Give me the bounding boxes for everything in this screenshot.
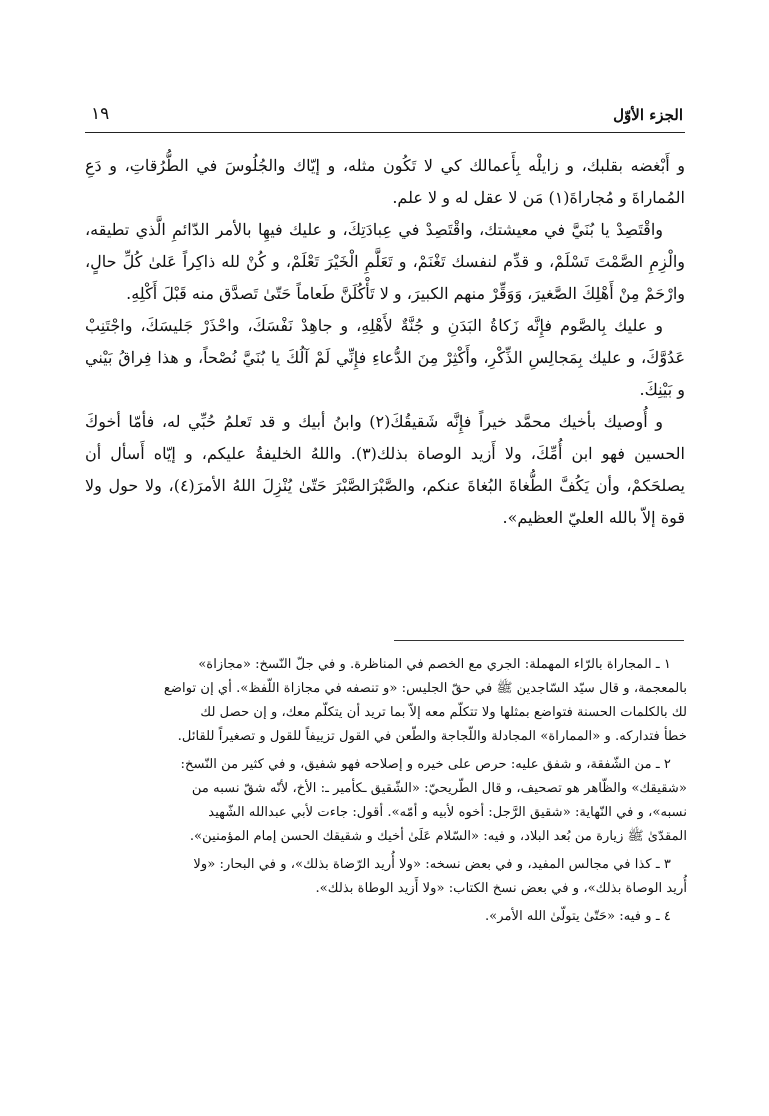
- paragraph: و أَبْغضه بقلبك، و زايلْه بِأَعمالك كي لا تَكُون مثله، و إيّاك والجُلُوسَ في الطُّرُقاتِ، و دَعِ المُماراةَ و مُجاراةَ(١) مَن لا عقل له و لا علم.: [85, 156, 685, 207]
- footnote-line: خطأ فتداركه. و «المماراة» المجادلة واللّجاجة والطّعن في القول تزييفاً للقول و تصغيراً للقائل.: [177, 729, 687, 744]
- page-header: [85, 92, 685, 133]
- footnote-line: ٢ ـ من الشّفقة، و شفق عليه: حرص على خيره و إصلاحه فهو شفيق، و في كثير من النّسخ:: [180, 757, 671, 772]
- paragraph: و أُوصيك بأخيك محمَّد خيراً فإِنَّه شَقيقُكَ(٢) وابنُ أبيك و قد تَعلمُ حُبِّي له، فأمّا أخوكَ الحسين فهو ابن أُمِّكَ، ولا أَزيد الوصاة بذلك(٣). واللهُ الخليفةُ عليكم، و إيّاه أَسأل أن يصلحَكمْ، وأن يَكُفَّ الطُّغاةَ البُغاةَ عنكم، والصَّبْرَالصَّبْرَ حَتّىٰ يُنْزِلَ اللهُ الأمرَ(٤)، ولا حول ولا قوة إلاّ بالله العليّ العظيم».: [85, 412, 686, 527]
- footnote-line: نسبه»، و في النّهاية: «شقيق الرَّجل: أخوه لأبيه و أمّه». أقول: جاءت لأبي عبدالله الشّهيد: [208, 805, 687, 820]
- footnote-line: ٤ ـ و فيه: «حَتّىٰ يتولّىٰ الله الأمر».: [484, 909, 671, 924]
- footnote-line: ٣ ـ كذا في مجالس المفيد، و في بعض نسخه: «ولا أُريد الرّضاة بذلك»، و في البحار: «ولا: [193, 857, 671, 872]
- footnote-line: ١ ـ المجاراة بالرّاء المهملة: الجري مع الخصم في المناظرة. و في جلّ النّسخ: «مجازاة»: [198, 657, 671, 672]
- footnote: [85, 853, 687, 901]
- footnote: [85, 753, 687, 849]
- footnote-line: «شقيقك» والظّاهر هو تصحيف، و قال الطّريحيّ: «الشّقيق ـكأمير ـ: الأخ، لأنّه شقّ نسبه من: [191, 781, 687, 796]
- running-title: الجزء الأوّل: [613, 106, 683, 124]
- page-number: ١٩: [91, 104, 110, 124]
- footnote-line: أُريد الوصاة بذلك»، و في بعض نسخ الكتاب: «ولا أَزيد الوطاة بذلك».: [315, 881, 687, 896]
- footnotes: [85, 653, 687, 933]
- footnote-line: لك بالكلمات الحسنة فتواضع بمثلها ولا تتكلّم معه إلاّ بما تريد أن يتكلّم معك، و إن حصل لك: [200, 705, 687, 720]
- paragraph: و عليك بِالصَّوم فإِنَّه زَكاةُ البَدَنِ و جُنَّةٌ لأَهْلِهِ، و جاهِدْ نَفْسَكَ، واحْذَرْ جَليسَكَ، واجْتَنِبْ عَدُوَّكَ، و عليك بِمَجالِسِ الذِّكْرِ، وأَكْثِرْ مِنَ الدُّعاءِ فإِنِّي لَمْ آلُكَ يا بُنَيَّ نُصْحاً، و هذا فِراقُ بَيْني و بَيْنِكَ.: [85, 316, 685, 399]
- footnote-separator: [394, 640, 684, 641]
- main-text: [85, 150, 685, 534]
- footnote-line: بالمعجمة، و قال سيّد السّاجدين ﷺ في حقّ الجليس: «و تنصفه في مجازاة اللّفظ». أي إن تواضع: [163, 681, 687, 696]
- footnote: [85, 653, 687, 749]
- footnote: [85, 905, 687, 929]
- footnote-line: المقدّىٰ ﷺ زيارة من بُعد البلاد، و فيه: «السّلام عَلَىٰ أخيك و شقيقك الحسن إمام المؤمنين».: [189, 829, 687, 844]
- paragraph: واقْتَصِدْ يا بُنَيَّ في معيشتك، واقْتَصِدْ في عِبادَتِكَ، و عليك فيهِا بالأمر الدّائمِ الَّذي تطيقه، والْزِمِ الصَّمْتَ تَسْلَمْ، و قدِّم لنفسك تَغْنَمْ، و تَعَلَّمِ الْخَيْرَ تَعْلَمْ، و كُنْ لله ذاكِراً عَلىٰ كُلِّ حالٍ، وارْحَمْ مِنْ أَهْلِكَ الصَّغيرَ، وَوَقِّرْ منهم الكبيرَ، و لا تَأْكُلَنَّ طَعاماً حَتّىٰ تَصدَّق منه قَبْلَ أَكْلِهِ.: [85, 220, 685, 303]
